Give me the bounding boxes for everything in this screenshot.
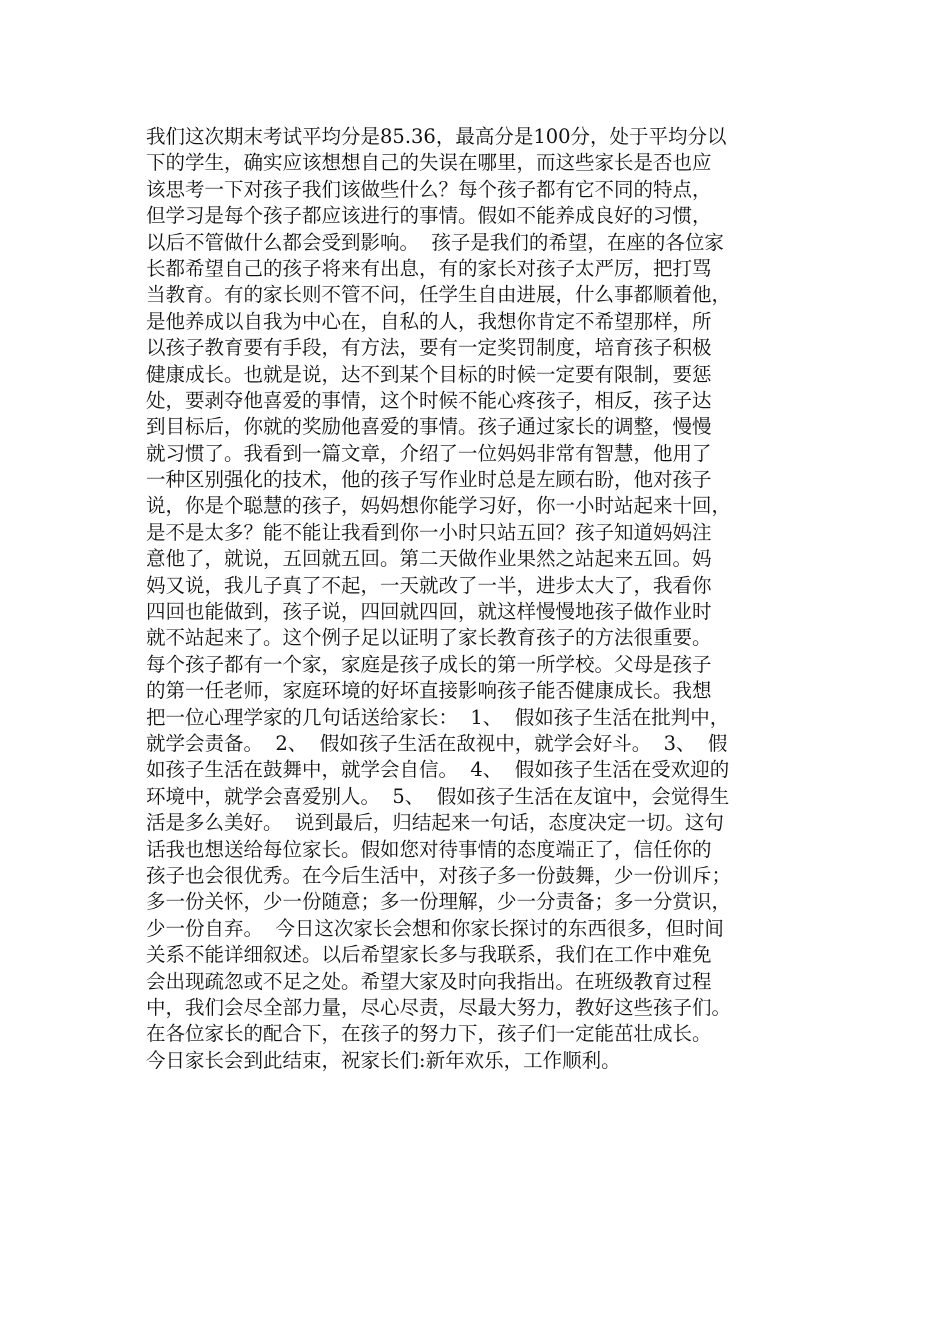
text-line: 我们这次期末考试平均分是85.36，最高分是100分，处于平均分以 [146,125,727,148]
text-line: 中，我们会尽全部力量，尽心尽责，尽最大努力，教好这些孩子们。 [146,995,732,1019]
text-line: 多一份关怀，少一份随意；多一份理解，少一分责备；多一分赏识， [146,890,732,914]
text-line: 就学会责备。 2、 假如孩子生活在敌视中，就学会好斗。 3、 假 [146,731,728,755]
text-line: 的第一任老师，家庭环境的好坏直接影响孩子能否健康成长。我想 [146,679,712,703]
text-line: 一种区别强化的技术，他的孩子写作业时总是左顾右盼，他对孩子 [146,468,712,492]
text-line: 但学习是每个孩子都应该进行的事情。假如不能养成良好的习惯， [146,204,712,228]
text-line: 每个孩子都有一个家，家庭是孩子成长的第一所学校。父母是孩子 [146,652,712,676]
text-line: 长都希望自己的孩子将来有出息，有的家长对孩子太严厉，把打骂 [146,256,712,280]
text-line: 下的学生，确实应该想想自己的失误在哪里，而这些家长是否也应 [146,151,712,175]
text-line: 把一位心理学家的几句话送给家长： 1、 假如孩子生活在批判中， [146,705,730,729]
text-line: 到目标后，你就的奖励他喜爱的事情。孩子通过家长的调整，慢慢 [146,415,712,439]
text-line: 四回也能做到，孩子说，四回就四回，就这样慢慢地孩子做作业时 [146,600,712,624]
text-line: 话我也想送给每位家长。假如您对待事情的态度端正了，信任你的 [146,837,712,861]
text-line: 该思考一下对孩子我们该做些什么？每个孩子都有它不同的特点， [146,177,712,201]
text-line: 今日家长会到此结束，祝家长们:新年欢乐，工作顺利。 [146,1048,621,1072]
text-line: 是不是太多？能不能让我看到你一小时只站五回？孩子知道妈妈注 [146,520,712,544]
text-line: 健康成长。也就是说，达不到某个目标的时候一定要有限制，要惩 [146,362,712,386]
text-line: 在各位家长的配合下，在孩子的努力下，孩子们一定能茁壮成长。 [146,1022,712,1046]
text-line: 以后不管做什么都会受到影响。 孩子是我们的希望，在座的各位家 [146,230,724,254]
text-line: 说，你是个聪慧的孩子，妈妈想你能学习好，你一小时站起来十回， [146,494,732,518]
text-line: 妈又说，我儿子真了不起，一天就改了一半，进步太大了，我看你 [146,573,712,597]
text-line: 会出现疏忽或不足之处。希望大家及时向我指出。在班级教育过程 [146,969,712,993]
text-line: 孩子也会很优秀。在今后生活中，对孩子多一份鼓舞，少一份训斥； [146,863,732,887]
text-line: 少一份自弃。 今日这次家长会想和你家长探讨的东西很多，但时间 [146,916,724,940]
text-line: 关系不能详细叙述。以后希望家长多与我联系，我们在工作中难免 [146,943,712,967]
text-line: 处，要剥夺他喜爱的事情，这个时候不能心疼孩子，相反，孩子达 [146,388,712,412]
text-line: 是他养成以自我为中心在，自私的人，我想你肯定不希望那样，所 [146,309,712,333]
text-line: 就习惯了。我看到一篇文章，介绍了一位妈妈非常有智慧，他用了 [146,441,712,465]
text-line: 以孩子教育要有手段，有方法，要有一定奖罚制度，培育孩子积极 [146,336,712,360]
text-line: 就不站起来了。这个例子足以证明了家长教育孩子的方法很重要。 [146,626,712,650]
text-line: 当教育。有的家长则不管不问，任学生自由进展，什么事都顺着他， [146,283,732,307]
text-line: 环境中，就学会喜爱别人。 5、 假如孩子生活在友谊中，会觉得生 [146,784,730,808]
text-line: 如孩子生活在鼓舞中，就学会自信。 4、 假如孩子生活在受欢迎的 [146,758,730,782]
document-body [146,124,808,1074]
text-line: 活是多么美好。 说到最后，归结起来一句话，态度决定一切。这句 [146,811,724,835]
text-line: 意他了，就说，五回就五回。第二天做作业果然之站起来五回。妈 [146,547,712,571]
